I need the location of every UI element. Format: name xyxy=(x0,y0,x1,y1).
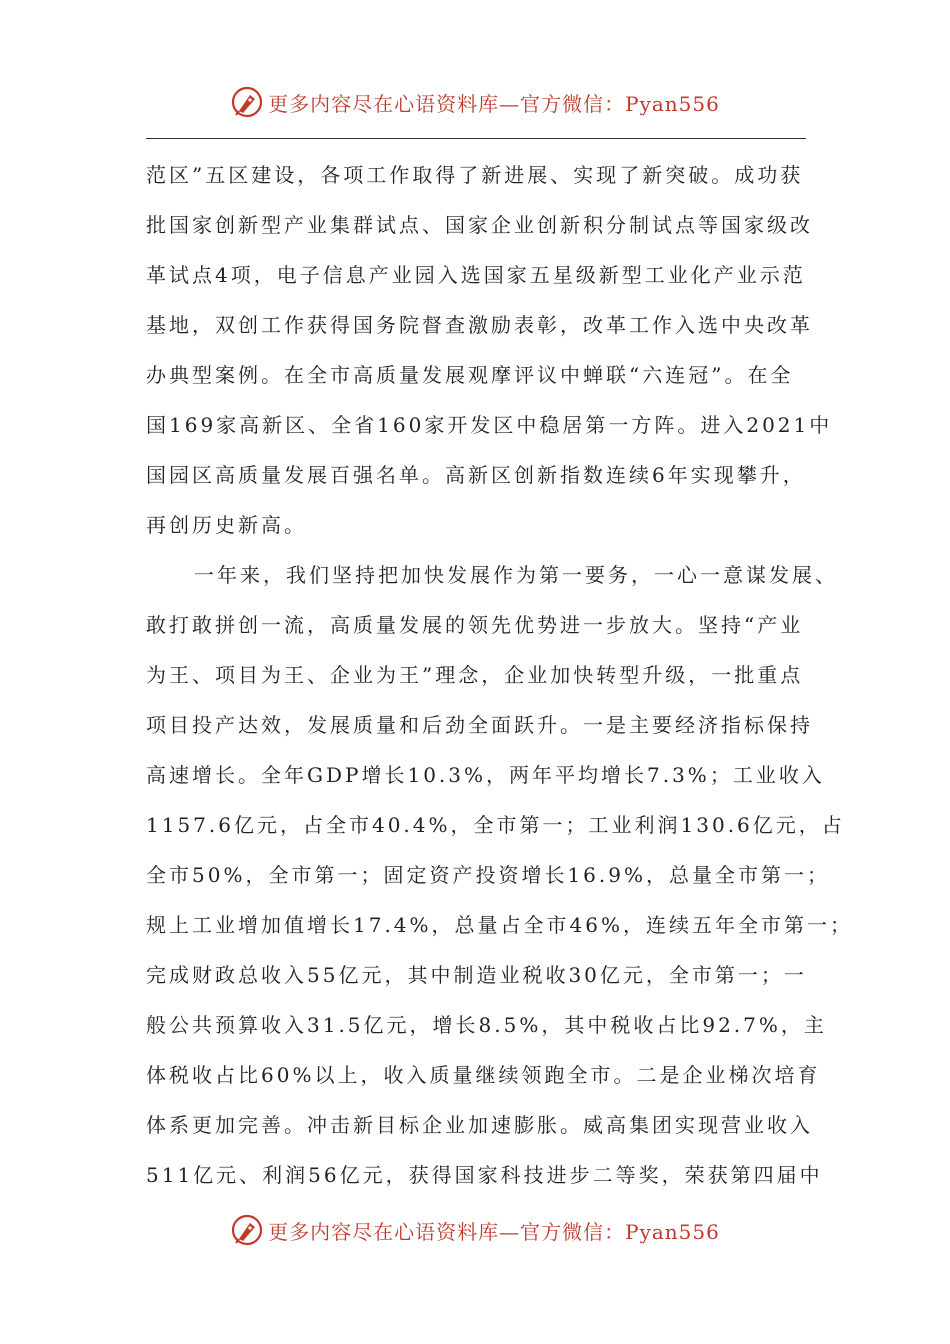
body-line: 国169家高新区、全省160家开发区中稳居第一方阵。进入2021中 xyxy=(146,413,833,437)
footer-banner-text: 更多内容尽在心语资料库—官方微信：Pyan556 xyxy=(268,1219,720,1244)
body-line: 革试点4项，电子信息产业园入选国家五星级新型工业化产业示范 xyxy=(146,263,806,287)
body-line: 为王、项目为王、企业为王”理念，企业加快转型升级，一批重点 xyxy=(146,663,804,687)
footer-banner xyxy=(0,1210,950,1250)
document-body xyxy=(146,150,853,1200)
body-line: 项目投产达效，发展质量和后劲全面跃升。一是主要经济指标保持 xyxy=(146,713,813,737)
body-line: 基地，双创工作获得国务院督查激励表彰，改革工作入选中央改革 xyxy=(146,313,813,337)
body-line: 再创历史新高。 xyxy=(146,513,307,537)
body-line: 办典型案例。在全市高质量发展观摩评议中蝉联“六连冠”。在全 xyxy=(146,363,794,387)
body-line: 体税收占比60%以上，收入质量继续领跑全市。二是企业梯次培育 xyxy=(146,1063,821,1087)
body-line: 完成财政总收入55亿元，其中制造业税收30亿元，全市第一；一 xyxy=(146,963,807,987)
body-line: 范区”五区建设，各项工作取得了新进展、实现了新突破。成功获 xyxy=(146,163,804,187)
body-line: 敢打敢拼创一流，高质量发展的领先优势进一步放大。坚持“产业 xyxy=(146,613,804,637)
header-divider xyxy=(146,138,806,139)
body-line: 1157.6亿元，占全市40.4%，全市第一；工业利润130.6亿元，占 xyxy=(146,813,845,837)
body-line: 全市50%，全市第一；固定资产投资增长16.9%，总量全市第一； xyxy=(146,863,830,887)
header-banner-text: 更多内容尽在心语资料库—官方微信：Pyan556 xyxy=(268,91,720,116)
body-line: 国园区高质量发展百强名单。高新区创新指数连续6年实现攀升， xyxy=(146,463,806,487)
body-line: 体系更加完善。冲击新目标企业加速膨胀。威高集团实现营业收入 xyxy=(146,1113,813,1137)
body-line: 511亿元、利润56亿元，获得国家科技进步二等奖，荣获第四届中 xyxy=(146,1163,823,1187)
pen-nib-logo-icon xyxy=(230,1213,264,1247)
header-banner xyxy=(0,82,950,122)
body-line: 规上工业增加值增长17.4%，总量占全市46%，连续五年全市第一； xyxy=(146,913,853,937)
paragraph-first-line: 一年来，我们坚持把加快发展作为第一要务，一心一意谋发展、 xyxy=(194,563,838,587)
body-line: 批国家创新型产业集群试点、国家企业创新积分制试点等国家级改 xyxy=(146,213,813,237)
pen-nib-logo-icon xyxy=(230,85,264,119)
body-line: 高速增长。全年GDP增长10.3%，两年平均增长7.3%；工业收入 xyxy=(146,763,825,787)
body-line: 般公共预算收入31.5亿元，增长8.5%，其中税收占比92.7%，主 xyxy=(146,1013,827,1037)
